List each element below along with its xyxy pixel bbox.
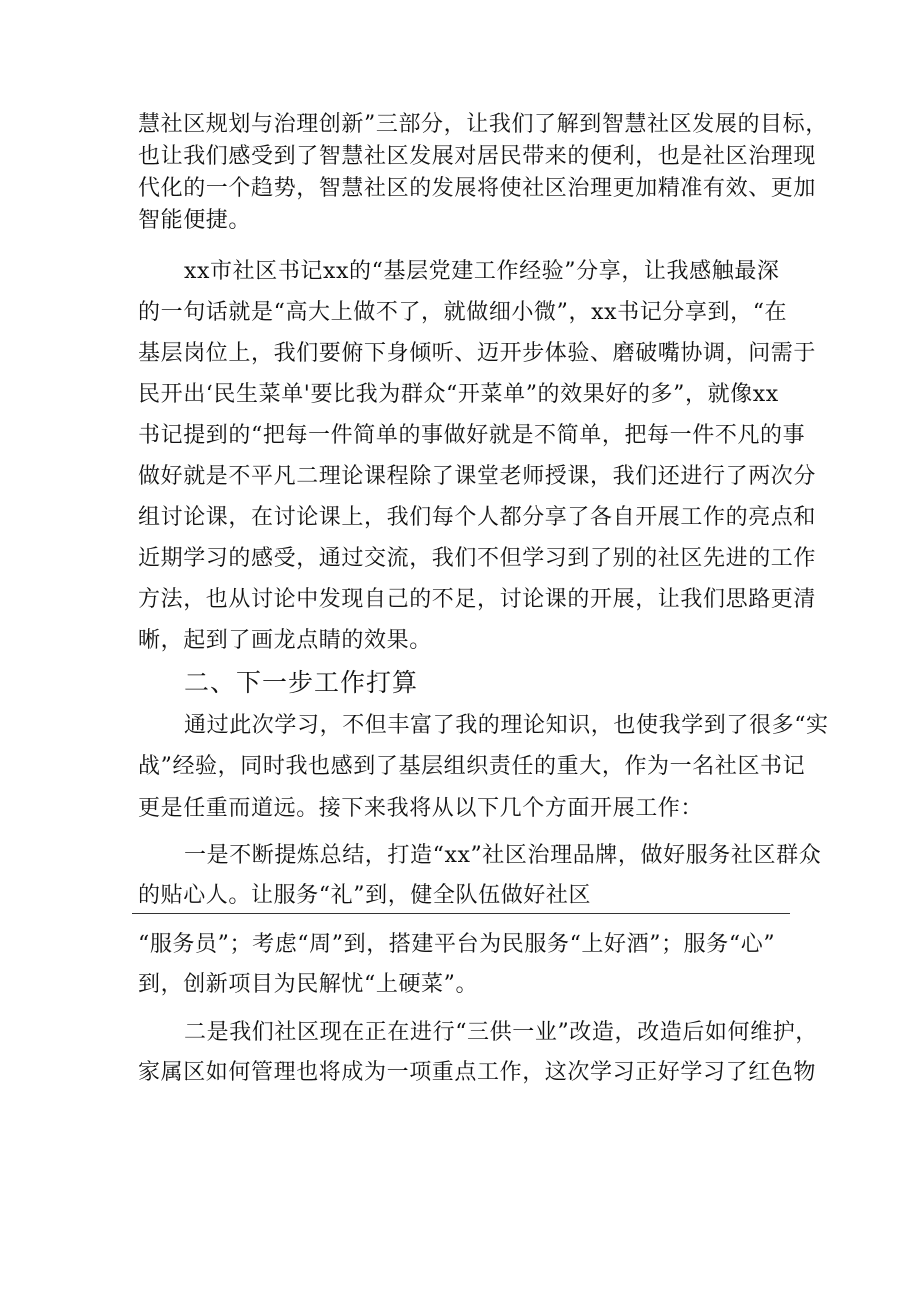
paragraph-line: 到，创新项目为民解忧“上硬菜”。 [138,972,479,997]
paragraph-line: 一是不断提炼总结，打造“xx”社区治理品牌，做好服务社区群众 [184,843,822,868]
paragraph-line: 晰，起到了画龙点睛的效果。 [138,628,432,653]
paragraph-line: 民开出‘民生菜单'要比我为群众“开菜单”的效果好的多”，就像xx [138,382,779,407]
paragraph-line: 也让我们感受到了智慧社区发展对居民带来的便利，也是社区治理现 [138,144,817,169]
paragraph-line: xx市社区书记xx的“基层党建工作经验”分享，让我感触最深 [184,259,780,284]
paragraph-line: 慧社区规划与治理创新”三部分，让我们了解到智慧社区发展的目标， [138,112,828,137]
paragraph-line: 基层岗位上，我们要俯下身倾听、迈开步体验、磨破嘴协调，问需于 [138,341,817,366]
paragraph-line: 家属区如何管理也将成为一项重点工作，这次学习正好学习了红色物 [138,1060,817,1085]
section-heading: 二、下一步工作打算 [184,668,419,697]
paragraph-line: 的一句话就是“高大上做不了，就做细小微”，xx书记分享到，“在 [138,300,788,325]
paragraph-line: 二是我们社区现在正在进行“三供一业”改造，改造后如何维护， [184,1020,818,1045]
paragraph-line: 近期学习的感受，通过交流，我们不但学习到了别的社区先进的工作 [138,546,817,571]
paragraph-line: 做好就是不平凡二理论课程除了课堂老师授课，我们还进行了两次分 [138,464,817,489]
paragraph-line: 组讨论课，在讨论课上，我们每个人都分享了各自开展工作的亮点和 [138,505,817,530]
paragraph-line: 方法，也从讨论中发现自己的不足，讨论课的开展，让我们思路更清 [138,587,817,612]
paragraph-line: “服务员”；考虑“周”到，搭建平台为民服务“上好酒”；服务“心” [138,932,776,957]
horizontal-rule [132,913,790,914]
paragraph-line: 代化的一个趋势，智慧社区的发展将使社区治理更加精准有效、更加 [138,176,817,201]
paragraph-line: 书记提到的“把每一件简单的事做好就是不简单，把每一件不凡的事 [138,423,806,448]
paragraph-line: 通过此次学习，不但丰富了我的理论知识，也使我学到了很多“实 [184,713,829,738]
paragraph-line: 的贴心人。让服务“礼”到，健全队伍做好社区 [138,883,592,908]
paragraph-line: 智能便捷。 [138,208,252,233]
paragraph-line: 战”经验，同时我也感到了基层组织责任的重大，作为一名社区书记 [138,754,806,779]
paragraph-line: 更是任重而道远。接下来我将从以下几个方面开展工作： [138,796,704,821]
